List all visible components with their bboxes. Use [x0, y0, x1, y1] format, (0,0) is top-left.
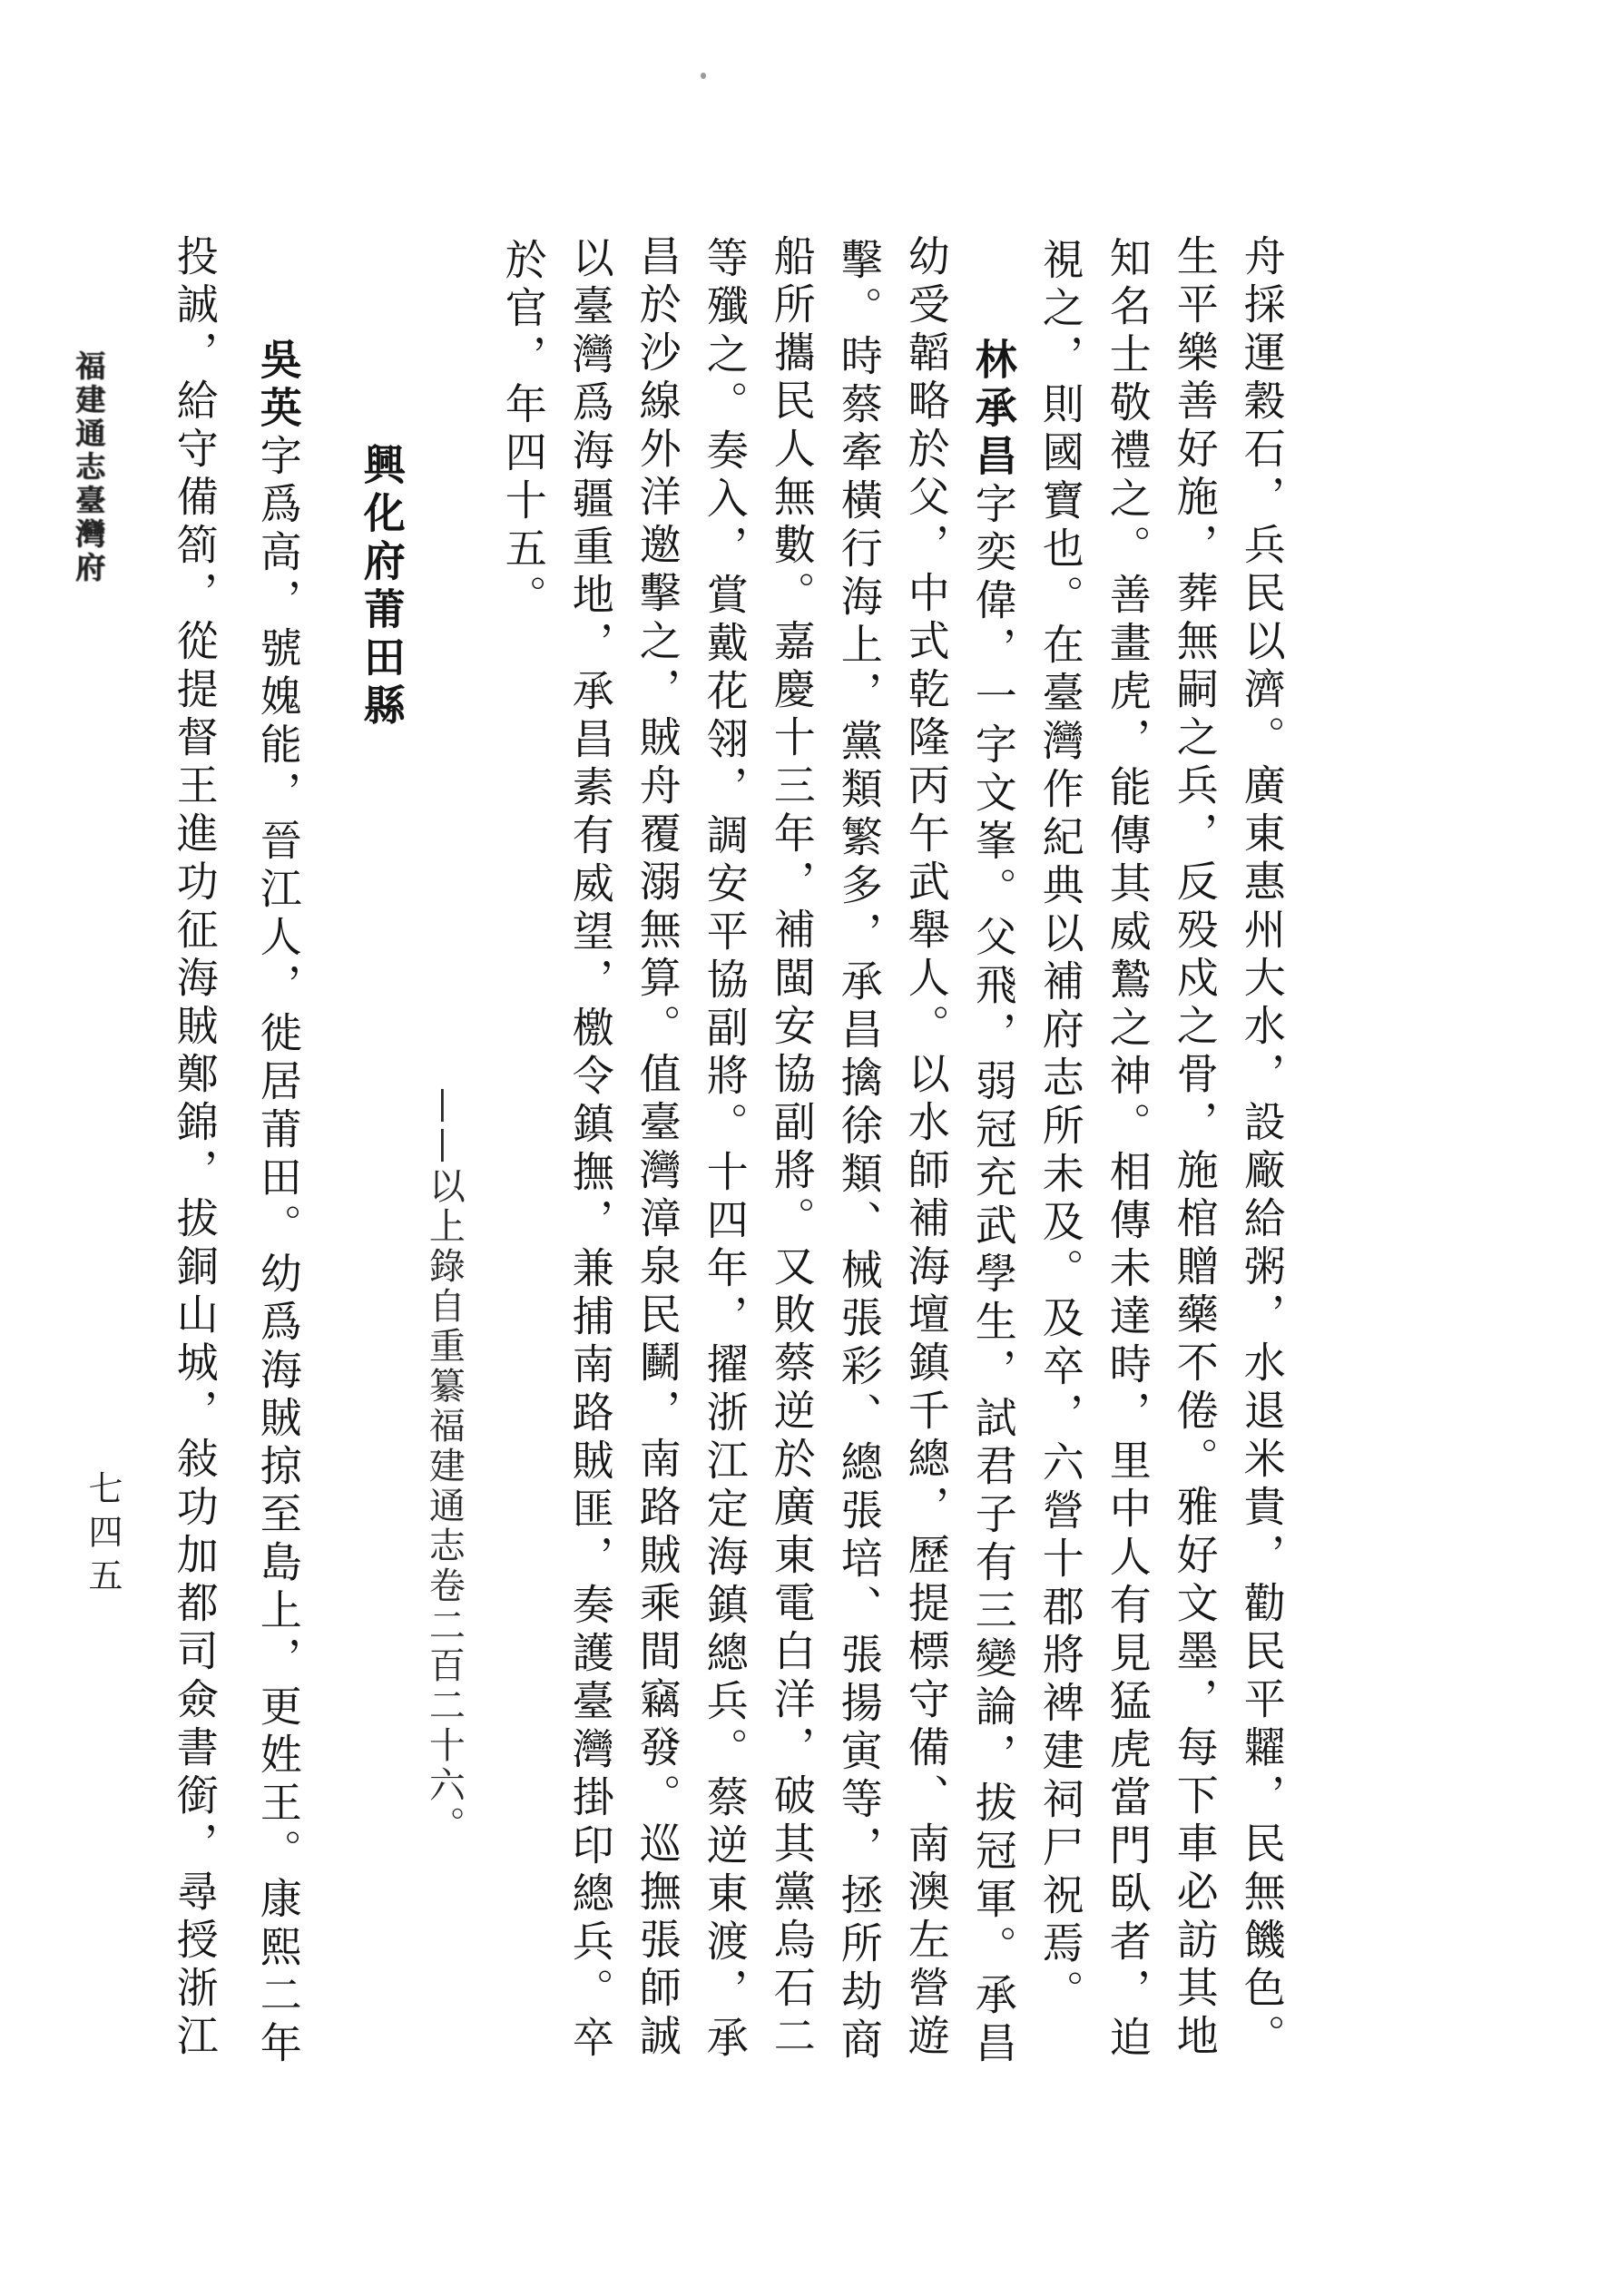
bio-name-lin-chengchang: 林承昌	[968, 338, 1018, 482]
text-column-6: 幼受韜略於父，中式乾隆丙午武舉人。以水師補海壇鎮千總，歷提標守備、南澳左營遊	[901, 234, 951, 2062]
text-column-11: 以臺灣爲海疆重地，承昌素有威望，檄令鎮撫，兼捕南路賊匪，奏護臺灣掛印總兵。卒	[565, 236, 615, 2064]
text-column-3: 知名士敬禮之。善畫虎，能傳其威鷙之神。相傳未達時，里中人有見猛虎當門臥者，迫	[1103, 236, 1153, 2064]
text-column-10: 昌於沙線外洋邀擊之，賊舟覆溺無算。值臺灣漳泉民鬭，南路賊乘間竊發。巡撫張師誠	[633, 234, 682, 2062]
section-header-xinghua-putian: 興化府莆田縣	[357, 443, 407, 731]
print-speck	[701, 73, 706, 79]
text-column-4: 視之，則國寶也。在臺灣作紀典以補府志所未及。及卒，六營十郡將裨建祠尸祝焉。	[1035, 238, 1085, 2017]
text-column-9: 等殲之。奏入，賞戴花翎，調安平協副將。十四年，擢浙江定海鎮總兵。蔡逆東渡，承	[700, 236, 750, 2064]
text-column-8: 船所攜民人無數。嘉慶十三年，補閩安協副將。又敗蔡逆於廣東電白洋，破其黨烏石二	[767, 234, 817, 2062]
text-column-1: 舟採運穀石，兵民以濟。廣東惠州大水，設廠給粥，水退米貴，勸民平糶，民無饑色。	[1237, 234, 1287, 2062]
text-column-5	[968, 338, 1018, 2069]
bio-lin-chengchang-text: 字奕偉，一字文峯。父飛，弱冠充武學生，試君子有三變論，拔冠軍。承昌	[968, 482, 1018, 2069]
text-column-7: 擊。時蔡牽橫行海上，黨類繁多，承昌擒徐類、械張彩、總張培、張揚寅等，拯所劫商	[834, 238, 884, 2065]
text-column-2: 生平樂善好施，葬無嗣之兵，反殁戍之骨，施棺贈藥不倦。雅好文墨，每下車必訪其地	[1170, 234, 1220, 2062]
source-citation: ——以上錄自重纂福建通志卷二百二十六。	[423, 1087, 466, 1846]
bio-wu-ying-text: 字爲高，號媿能，晉江人，徙居莆田。幼爲海賊掠至島上，更姓王。康熙二年	[253, 434, 303, 2069]
margin-book-title: 福建通志臺灣府	[71, 350, 106, 585]
text-column-12: 於官，年四十五。	[498, 238, 548, 623]
text-column-15	[253, 338, 303, 2069]
text-column-16: 投誠，給守備箚，從提督王進功征海賊鄭錦，拔銅山城，敍功加都司僉書銜，尋授浙江	[170, 234, 220, 2062]
bio-name-wu-ying: 吳英	[253, 338, 303, 434]
page-number: 七四五	[83, 1470, 123, 1601]
